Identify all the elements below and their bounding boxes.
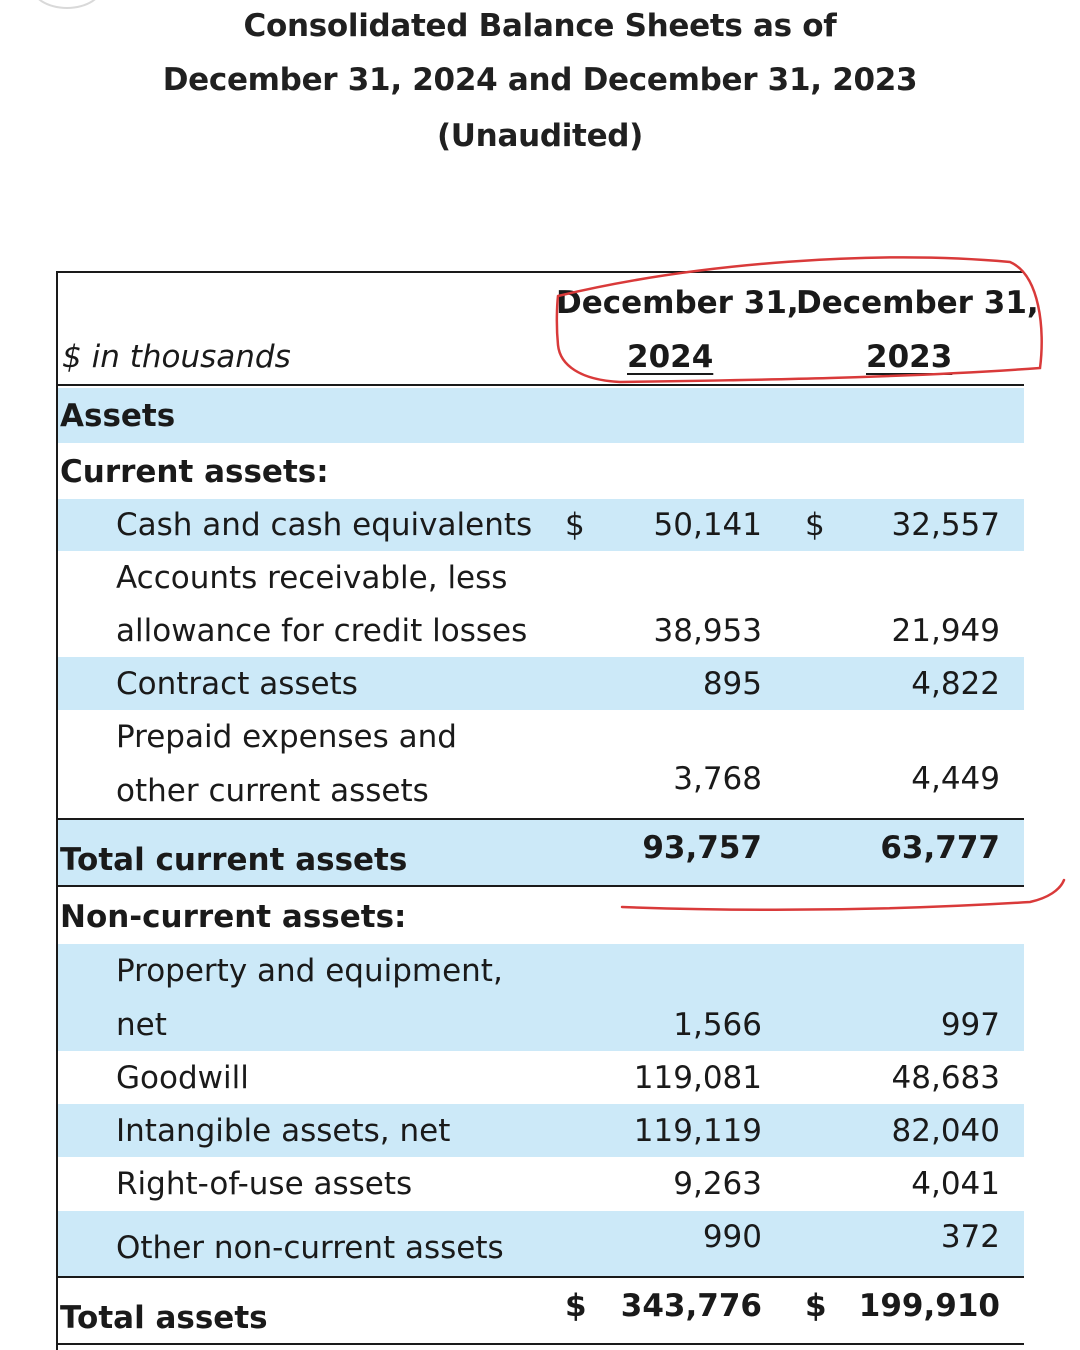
total-underline-annotation [622,880,1064,910]
prepaid-label-line2: other current assets [116,773,429,809]
col-2024-header-line2: 2024 [627,339,714,375]
current-assets-heading: Current assets: [60,454,329,490]
cash-currency-2024: $ [565,507,585,543]
contract-label: Contract assets [116,666,358,702]
goodwill-label: Goodwill [116,1060,249,1096]
rou-value-2023: 4,041 [911,1166,1000,1202]
intangible-value-2024: 119,119 [633,1113,762,1149]
other-noncurrent-label: Other non-current assets [116,1230,504,1266]
other-noncurrent-value-2024: 990 [702,1219,762,1255]
ppe-value-2023: 997 [940,1007,1000,1043]
title-line-1: Consolidated Balance Sheets as of [243,8,837,44]
units-label: $ in thousands [62,339,291,375]
other-noncurrent-value-2023: 372 [940,1219,1000,1255]
total-current-value-2023: 63,777 [880,830,1000,866]
ppe-label-line2: net [116,1007,167,1043]
assets-heading: Assets [60,398,176,434]
total-current-value-2024: 93,757 [642,830,762,866]
goodwill-value-2023: 48,683 [891,1060,1000,1096]
ppe-label-line1: Property and equipment, [116,953,503,989]
goodwill-value-2024: 119,081 [633,1060,762,1096]
prepaid-label-line1: Prepaid expenses and [116,719,457,755]
contract-value-2024: 895 [702,666,762,702]
cash-value-2023: 32,557 [891,507,1000,543]
title-line-3: (Unaudited) [436,118,644,154]
total-assets-value-2023: 199,910 [858,1288,1000,1324]
rou-label: Right-of-use assets [116,1166,413,1202]
cash-currency-2023: $ [805,507,825,543]
col-2023-header-line2: 2023 [866,339,953,375]
total-assets-value-2024: 343,776 [620,1288,762,1324]
ar-value-2024: 38,953 [653,613,762,649]
col-2024-header-line1: December 31, [556,285,799,321]
total-assets-currency-2024: $ [565,1288,587,1324]
prepaid-value-2024: 3,768 [673,761,762,797]
cash-label: Cash and cash equivalents [116,507,533,543]
contract-value-2023: 4,822 [911,666,1000,702]
ppe-value-2024: 1,566 [673,1007,762,1043]
rou-value-2024: 9,263 [673,1166,762,1202]
cash-value-2024: 50,141 [653,507,762,543]
intangible-value-2023: 82,040 [891,1113,1000,1149]
col-2023-header-line1: December 31, [796,285,1039,321]
ar-value-2023: 21,949 [891,613,1000,649]
total-current-label: Total current assets [60,842,408,878]
ar-label-line2: allowance for credit losses [116,613,528,649]
header-circle-annotation [557,257,1042,382]
ar-label-line1: Accounts receivable, less [116,560,508,596]
total-assets-currency-2023: $ [805,1288,827,1324]
prepaid-value-2023: 4,449 [911,761,1000,797]
total-assets-label: Total assets [60,1300,268,1336]
intangible-label: Intangible assets, net [116,1113,451,1149]
noncurrent-assets-heading: Non-current assets: [60,899,407,935]
title-line-2: December 31, 2024 and December 31, 2023 [162,62,918,98]
